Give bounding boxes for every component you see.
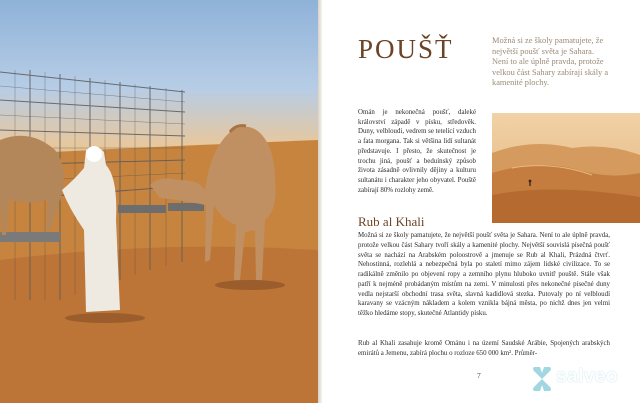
rub-al-khali-paragraph: Možná si ze školy pamatujete, že největší poušť světa je Sahara. Není to ale úplně pravda, protože velkou část Sahary tvoří skály a kamenité plochy. Největší souvislá písečná poušť světa se nachází na Arabském poloostrově a jmenuje se Rub al Khali, Prázdná čtvrť. Nehostinná, rozlehlá a nebezpečná byla po staletí mimo zájem lidské civilizace. To se radikálně změnilo po objevení ropy a zemního plynu hluboko uvnitř pouště. Stále však patří k nejméně probádaným místům na zemi. V minulosti přes nekonečné písečné duny vedla nejstarší obchodní trasa světa, slavná kadidlová stezka. Putovaly po ní velbloudí karavany se vzácným nákladem a kolem vznikla bájná města, po nichž dnes jen velmi těžko hledáme stopy, skutečné Atlantidy písku. (358, 232, 610, 317)
dunes-illustration (492, 113, 640, 223)
page-title: POUŠŤ (358, 34, 454, 64)
camel-pen-photo (0, 0, 318, 403)
rub-al-khali-paragraph-2: Rub al Khali zasahuje kromě Ománu i na území Saudské Arábie, Spojených arabských emirátů a Jemenu, zabírá plochu o rozloze 650 000 km². Průměr- (358, 340, 610, 357)
intro-text: Možná si ze školy pamatujete, že největší poušť světa je Sahara. Není to ale úplně pravda, protože velkou část Sahary zabírají skály a kamenité plochy. (492, 36, 609, 87)
salveo-watermark: salveo (556, 366, 619, 387)
section-heading: Rub al Khali (358, 214, 425, 229)
page-number: 7 (477, 371, 481, 380)
dunes-photo (492, 113, 640, 223)
oman-column-text: Omán je nekonečná poušť, daleké království západě v písku, středověk. Duny, velbloudi, vedrem se tetelící vzduch a fata morgana. Tak si většina lidí sultanát představuje. I přesto, že skutečnost je trochu jiná, poušť a beduínský způsob života zásadně ovlivnily dějiny a kulturu sultanátu i charakter jeho obyvatel. Pouště zabírají 80% rozlohy země. (358, 109, 476, 194)
text-page (322, 0, 640, 403)
camel-scene-illustration (0, 0, 318, 403)
